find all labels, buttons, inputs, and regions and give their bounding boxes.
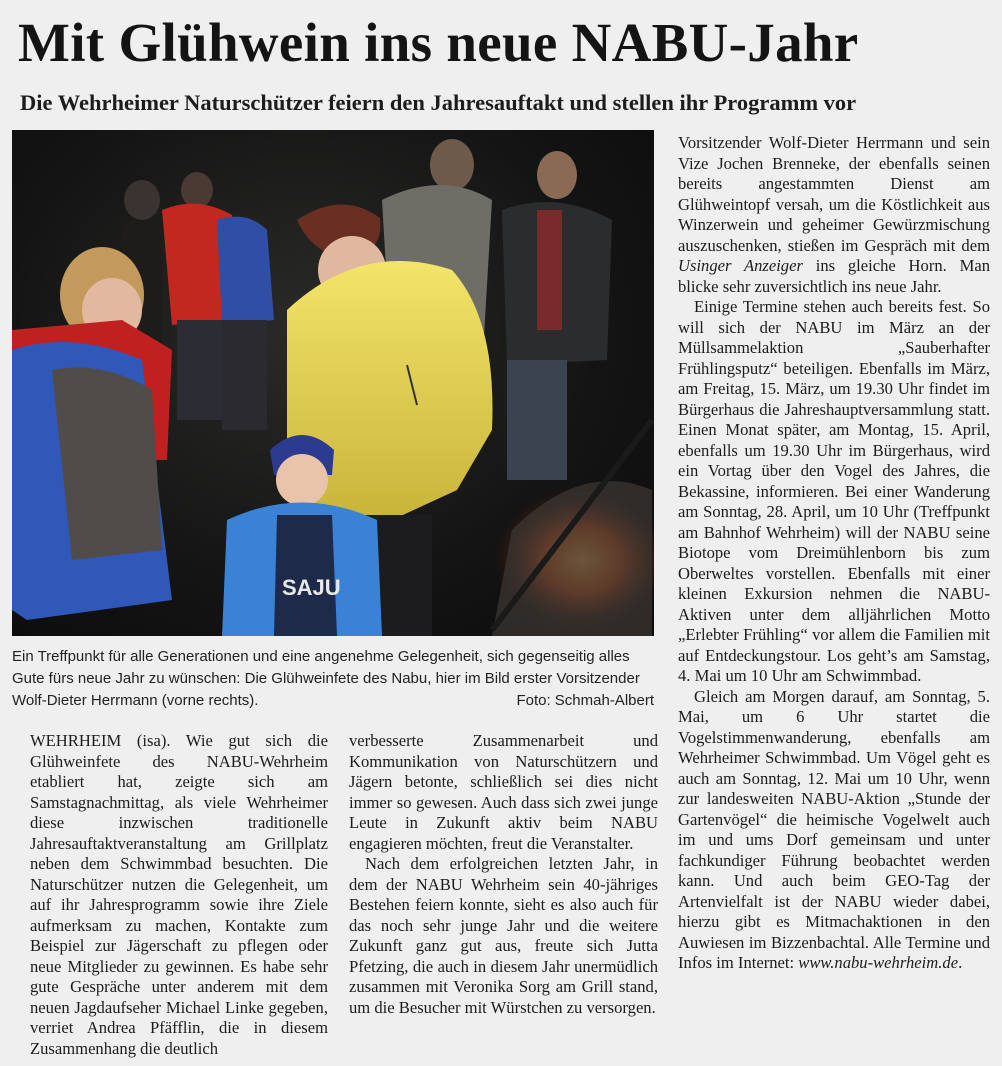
article-column-2	[349, 731, 658, 1018]
article-column-1	[30, 731, 328, 1059]
article-column-3	[678, 133, 990, 974]
dark-jacket-person-shirt	[537, 210, 562, 330]
text-run: Vorsitzender Wolf-Dieter Herrmann und sein Vize Jochen Brenneke, der ebenfalls seinen bereits angestammten Dienst am Glühweintopf versah, um die Köstlichkeit aus Winzerwein und geheimer Gewürzmischung auszuschenken, stießen im Gespräch mit dem	[678, 133, 990, 255]
caption-text: Ein Treffpunkt für alle Generationen und eine angenehme Gelegenheit, sich gegenseitig alles Gute fürs neue Jahr zu wünschen: Die Glühweinfete des Nabu, hier im Bild erster Vorsitzender Wolf-Dieter Herrmann (vorne rechts).	[12, 648, 640, 709]
paragraph: Nach dem erfolgreichen letzten Jahr, in dem der NABU Wehrheim sein 40-jähriges Bestehen feiern konnte, sieht es also auch für das noch sehr junge Jahr und die weitere Zukunft ganz gut aus, freute sich Jutta Pfetzing, die auch in diesem Jahr unermüdlich zusammen mit Veronika Sorg am Grill stand, um die Besucher mit Würstchen zu versorgen.	[349, 854, 658, 1017]
paragraph	[678, 687, 990, 974]
website-link[interactable]: www.nabu-wehrheim.de	[798, 953, 959, 972]
child-face	[276, 454, 328, 506]
fire-pit	[492, 481, 652, 636]
newspaper-name: Usinger Anzeiger	[678, 256, 803, 275]
red-jacket-person-head	[181, 172, 213, 208]
red-jacket-person-legs	[177, 320, 227, 420]
photo-caption	[12, 646, 654, 712]
dark-jacket-person-jeans	[507, 360, 567, 480]
article-photo	[12, 130, 654, 636]
text-run: ins gleiche Horn. Man blicke sehr zuversichtlich ins neue Jahr.	[678, 256, 990, 296]
photo-credit: Foto: Schmah-Albert	[516, 692, 654, 709]
subheadline: Die Wehrheimer Naturschützer feiern den Jahresauftakt und stellen ihr Programm vor	[20, 90, 857, 115]
paragraph: verbesserte Zusammenarbeit und Kommunikation von Naturschützern und Jägern betonte, schließlich sei dies nicht immer so gewesen. Auch dass sich zwei junge Leute in Zukunft aktiv beim NABU engagieren möchten, freut die Veranstalter.	[349, 731, 658, 853]
paragraph: WEHRHEIM (isa). Wie gut sich die Glühweinfete des NABU-Wehrheim etabliert hat, zeigte sich am Samstagnachmittag, als viele Wehrheimer diese inzwischen traditionelle Jahresauftaktveranstaltung am Grillplatz neben dem Schwimmbad besuchten. Die Naturschützer nutzen die Gelegenheit, um auf ihr Jahresprogramm sowie ihre Ziele aufmerksam zu machen, Kontakte zum Beispiel zur Jägerschaft zu pflegen oder neue Mitglieder zu gewinnen. Es habe sehr gute Gespräche unter anderem mit dem neuen Jagdaufseher Michael Linke gegeben, verriet Andrea Pfäfflin, die in diesem Zusammenhang die deutlich	[30, 731, 328, 1058]
headline: Mit Glühwein ins neue NABU-Jahr	[18, 12, 859, 73]
blue-jacket-person-legs	[222, 320, 267, 430]
paragraph: Einige Termine stehen auch bereits fest. So will sich der NABU im März an der Müllsammelaktion „Sauberhafter Frühlingsputz“ beteiligen. Ebenfalls im März, am Freitag, 15. März, um 19.30 Uhr findet im Bürgerhaus die Jahreshauptversammlung statt. Einen Monat später, am Montag, 15. April, ebenfalls um 19.30 Uhr im Bürgerhaus, wird ein Vortag über den Vogel des Jahres, die Bekassine, informieren. Bei einer Wanderung am Sonntag, 28. April, um 10 Uhr (Treffpunkt am Bahnhof Wehrheim) will der NABU seine Biotope vom Dreimühlenborn bis zum Oberweltes vorstellen. Ebenfalls mit einer kleinen Exkursion nehmen die NABU-Aktiven unter dem alljährlichen Motto „Erlebter Frühling“ vor allem die Familien mit auf Entdeckungstour. Los geht’s am Samstag, 4. Mai um 10 Uhr am Schwimmbad.	[678, 297, 990, 685]
text-run: Gleich am Morgen darauf, am Sonntag, 5. Mai, um 6 Uhr startet die Vogelstimmenwanderung, ebenfalls am Wehrheimer Schwimmbad. Um Vögel geht es auch am Sonntag, 12. Mai um 10 Uhr, wenn zur landesweiten NABU-Aktion „Stunde der Gartenvögel“ die heimische Vogelwelt auch im und ums Dorf gemeinsam und unter fachkundiger Führung beobachtet werden kann. Und auch beim GEO-Tag der Artenvielfalt ist der NABU wieder dabei, hierzu gibt es Mitmachaktionen in den Auwiesen im Bizzenbachtal. Alle Termine und Infos im Internet:	[678, 686, 990, 972]
dark-jacket-person-head	[537, 151, 577, 199]
grey-jacket-person-head	[430, 139, 474, 191]
text-run: .	[958, 953, 963, 972]
child-shirt-text: SAJU	[282, 575, 341, 600]
paragraph	[678, 133, 990, 297]
background-person-head	[124, 180, 160, 220]
blue-jacket-person	[217, 217, 274, 325]
